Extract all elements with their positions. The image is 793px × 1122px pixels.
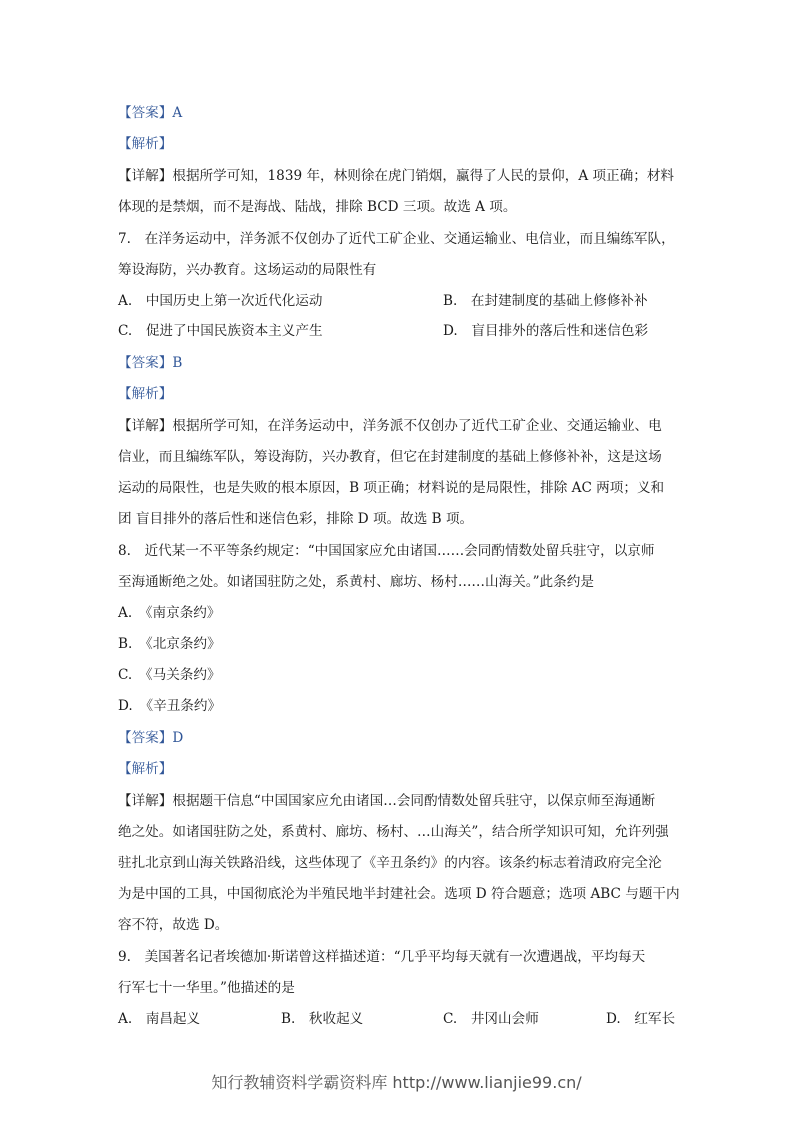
q8-option-c: C. 《马关条约》 — [118, 667, 221, 683]
q8-detail-line-3: 驻扎北京到山海关铁路沿线，这些体现了《辛丑条约》的内容。该条约标志着清政府完全沦 — [118, 855, 662, 871]
q6-analysis-heading: 【解析】 — [118, 136, 173, 152]
q7-stem-line-2: 筹设海防，兴办教育。这场运动的局限性有 — [118, 262, 377, 278]
q9-option-a: A. 南昌起义 — [118, 1011, 201, 1027]
q8-stem-line-1: 8. 近代某一不平等条约规定：“中国国家应允由诸国……会同酌情数处留兵驻守，以京师 — [118, 543, 655, 559]
q7-option-d: D. 盲目排外的落后性和迷信色彩 — [443, 323, 649, 339]
q8-option-d: D. 《辛丑条约》 — [118, 698, 222, 714]
q8-option-a: A. 《南京条约》 — [118, 605, 221, 621]
q8-detail-line-1: 【详解】根据题干信息“中国国家应允由诸国…会同酌情数处留兵驻守，以保京师至海通断 — [118, 793, 656, 809]
q9-option-b: B. 秋收起义 — [281, 1011, 364, 1027]
q7-option-b: B. 在封建制度的基础上修修补补 — [443, 293, 648, 309]
q7-option-a: A. 中国历史上第一次近代化运动 — [118, 293, 323, 309]
q9-option-c: C. 井冈山会师 — [443, 1011, 539, 1027]
q7-detail-line-3: 运动的局限性，也是失败的根本原因，B 项正确；材料说的是局限性，排除 AC 两项；义和 — [118, 480, 665, 496]
q8-detail-line-4: 为是中国的工具，中国彻底沦为半殖民地半封建社会。选项 D 符合题意；选项 ABC 与题干内 — [118, 886, 680, 902]
q8-detail-line-2: 绝之处。如诸国驻防之处，系黄村、廊坊、杨村、…山海关”，结合所学知识可知，允许列强 — [118, 824, 669, 840]
q9-option-d: D. 红军长 — [606, 1011, 676, 1027]
footer-watermark: 知行教辅资料学霸资料库 http://www.lianjie99.cn/ — [211, 1073, 582, 1092]
q8-option-b: B. 《北京条约》 — [118, 636, 221, 652]
q6-answer: 【答案】A — [118, 105, 183, 121]
q7-analysis-heading: 【解析】 — [118, 386, 173, 402]
q9-stem-line-2: 行军七十一华里。”他描述的是 — [118, 980, 295, 996]
q8-detail-line-5: 容不符，故选 D。 — [118, 917, 229, 933]
q8-stem-line-2: 至海通断绝之处。如诸国驻防之处，系黄村、廊坊、杨村……山海关。”此条约是 — [118, 574, 594, 590]
q7-option-c: C. 促进了中国民族资本主义产生 — [118, 323, 323, 339]
q6-detail-line-1: 【详解】根据所学可知，1839 年，林则徐在虎门销烟，赢得了人民的景仰，A 项正确；材料 — [118, 168, 675, 184]
q9-stem-line-1: 9. 美国著名记者埃德加·斯诺曾这样描述道：“几乎平均每天就有一次遭遇战，平均每天 — [118, 949, 646, 965]
q7-detail-line-2: 信业，而且编练军队，筹设海防，兴办教育，但它在封建制度的基础上修修补补，这是这场 — [118, 449, 662, 465]
q8-analysis-heading: 【解析】 — [118, 761, 173, 777]
q8-answer: 【答案】D — [118, 730, 184, 746]
q6-detail-line-2: 体现的是禁烟，而不是海战、陆战，排除 BCD 三项。故选 A 项。 — [118, 199, 517, 215]
q7-detail-line-4: 团 盲目排外的落后性和迷信色彩，排除 D 项。故选 B 项。 — [118, 511, 474, 527]
q7-stem-line-1: 7. 在洋务运动中，洋务派不仅创办了近代工矿企业、交通运输业、电信业，而且编练军队， — [118, 231, 675, 247]
q7-answer: 【答案】B — [118, 355, 183, 371]
q7-detail-line-1: 【详解】根据所学可知，在洋务运动中，洋务派不仅创办了近代工矿企业、交通运输业、电 — [118, 418, 662, 434]
